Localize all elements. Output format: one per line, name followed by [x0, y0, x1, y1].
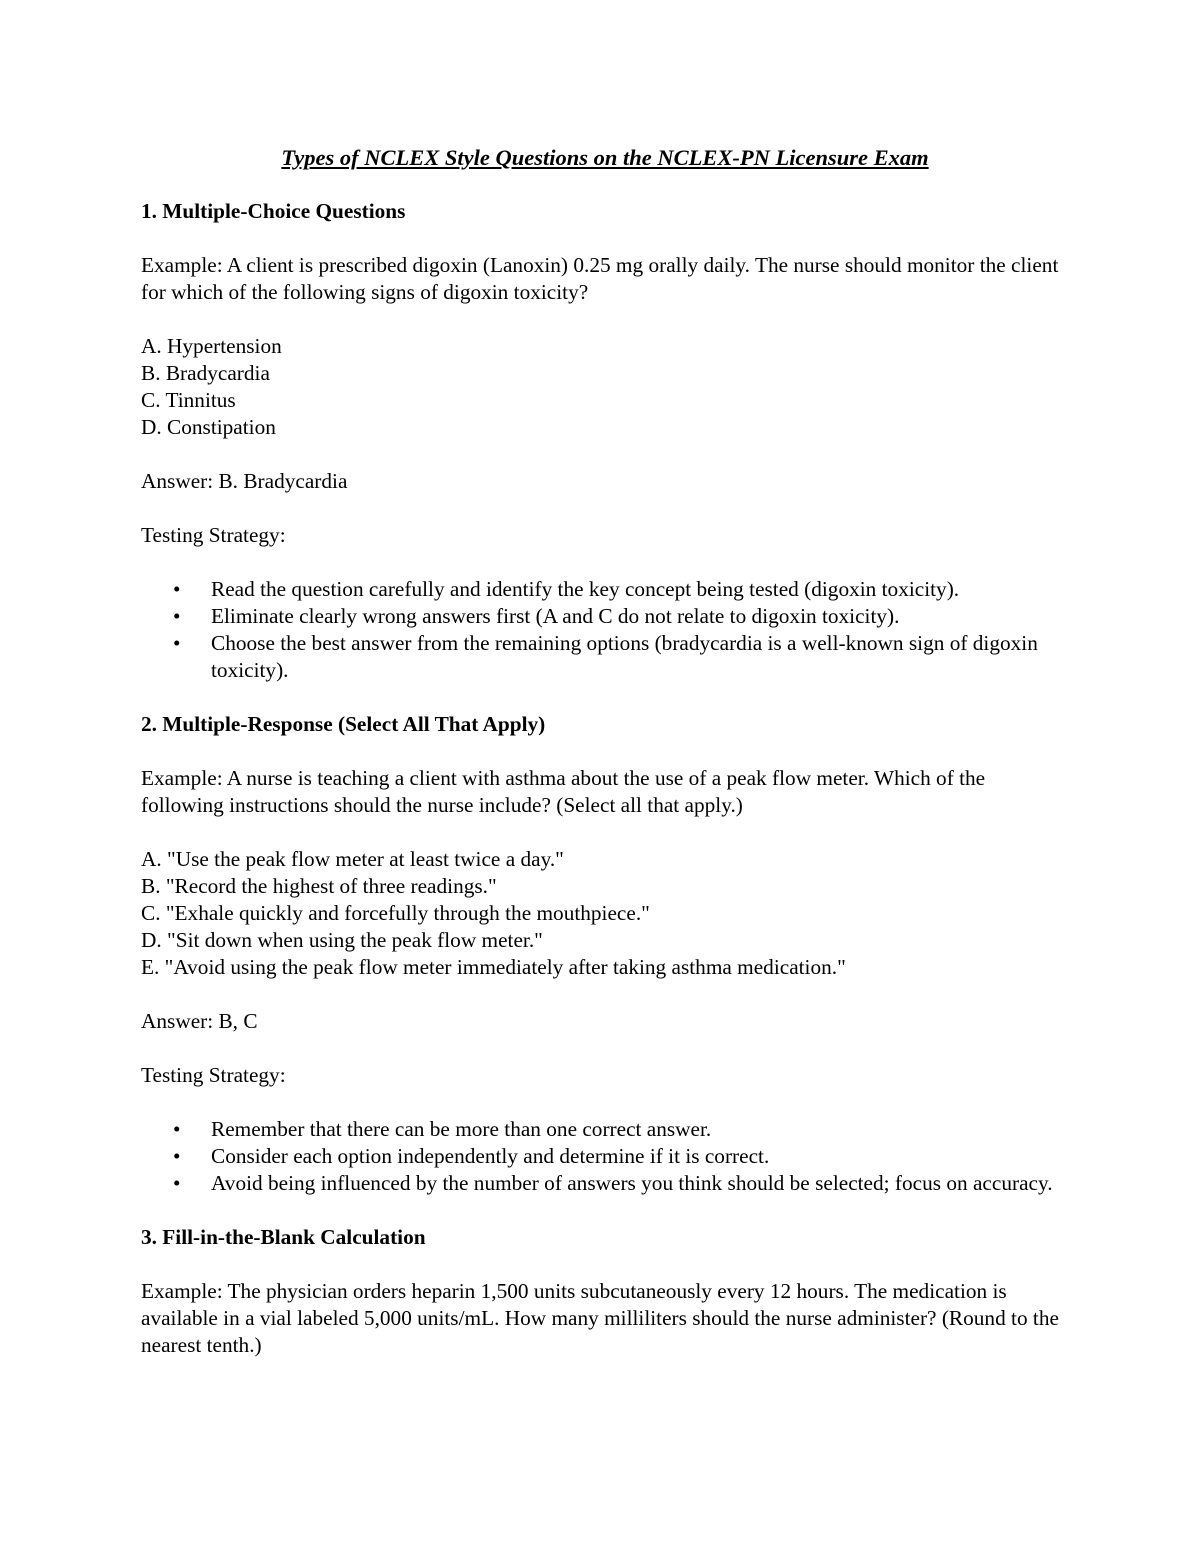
list-item	[141, 1143, 1061, 1170]
option-c: C. "Exhale quickly and forcefully through the mouthpiece."	[141, 901, 650, 925]
option-b: B. Bradycardia	[141, 361, 270, 385]
answer-text: Answer: B. Bradycardia	[141, 469, 348, 493]
option-b: B. "Record the highest of three readings."	[141, 874, 497, 898]
answer-options	[141, 846, 1061, 981]
section-multiple-choice	[141, 198, 1061, 684]
list-item	[141, 603, 1061, 630]
bullet-icon: •	[173, 1117, 181, 1141]
strategy-text: Remember that there can be more than one correct answer.	[211, 1117, 712, 1141]
bullet-icon: •	[173, 1144, 181, 1168]
section-fill-in-blank	[141, 1224, 1061, 1359]
option-d: D. "Sit down when using the peak flow meter."	[141, 928, 543, 952]
example-question: Example: The physician orders heparin 1,500 units subcutaneously every 12 hours. The medication is available in a vial labeled 5,000 units/mL. How many milliliters should the nurse administer? (Round to the nearest tenth.)	[141, 1279, 1059, 1357]
bullet-icon: •	[173, 631, 181, 655]
option-c: C. Tinnitus	[141, 388, 236, 412]
strategy-text: Eliminate clearly wrong answers first (A and C do not relate to digoxin toxicity).	[211, 604, 900, 628]
list-item	[141, 576, 1061, 603]
answer-text: Answer: B, C	[141, 1009, 258, 1033]
section-multiple-response	[141, 711, 1061, 1197]
strategy-text: Choose the best answer from the remaining options (bradycardia is a well-known sign of digoxin toxicity).	[211, 631, 1038, 682]
option-a: A. Hypertension	[141, 334, 282, 358]
example-question: Example: A client is prescribed digoxin (Lanoxin) 0.25 mg orally daily. The nurse should monitor the client for which of the following signs of digoxin toxicity?	[141, 253, 1059, 304]
option-a: A. "Use the peak flow meter at least twice a day."	[141, 847, 564, 871]
strategy-list	[141, 576, 1061, 684]
section-heading: 3. Fill-in-the-Blank Calculation	[141, 1225, 426, 1249]
bullet-icon: •	[173, 577, 181, 601]
document-title: Types of NCLEX Style Questions on the NCLEX-PN Licensure Exam	[281, 145, 929, 170]
strategy-label: Testing Strategy:	[141, 1063, 286, 1087]
document-page	[141, 142, 1061, 1386]
list-item	[141, 1116, 1061, 1143]
section-heading: 1. Multiple-Choice Questions	[141, 199, 406, 223]
answer-options	[141, 333, 1061, 441]
bullet-icon: •	[173, 604, 181, 628]
strategy-list	[141, 1116, 1061, 1197]
example-question: Example: A nurse is teaching a client with asthma about the use of a peak flow meter. Which of the following instructions should the nurse include? (Select all that apply.)	[141, 766, 986, 817]
strategy-text: Read the question carefully and identify the key concept being tested (digoxin toxicity).	[211, 577, 960, 601]
strategy-label: Testing Strategy:	[141, 523, 286, 547]
strategy-text: Avoid being influenced by the number of answers you think should be selected; focus on accuracy.	[211, 1171, 1053, 1195]
list-item	[141, 630, 1061, 684]
list-item	[141, 1170, 1061, 1197]
option-e: E. "Avoid using the peak flow meter immediately after taking asthma medication."	[141, 955, 846, 979]
bullet-icon: •	[173, 1171, 181, 1195]
section-heading: 2. Multiple-Response (Select All That Apply)	[141, 712, 546, 736]
option-d: D. Constipation	[141, 415, 276, 439]
strategy-text: Consider each option independently and determine if it is correct.	[211, 1144, 770, 1168]
